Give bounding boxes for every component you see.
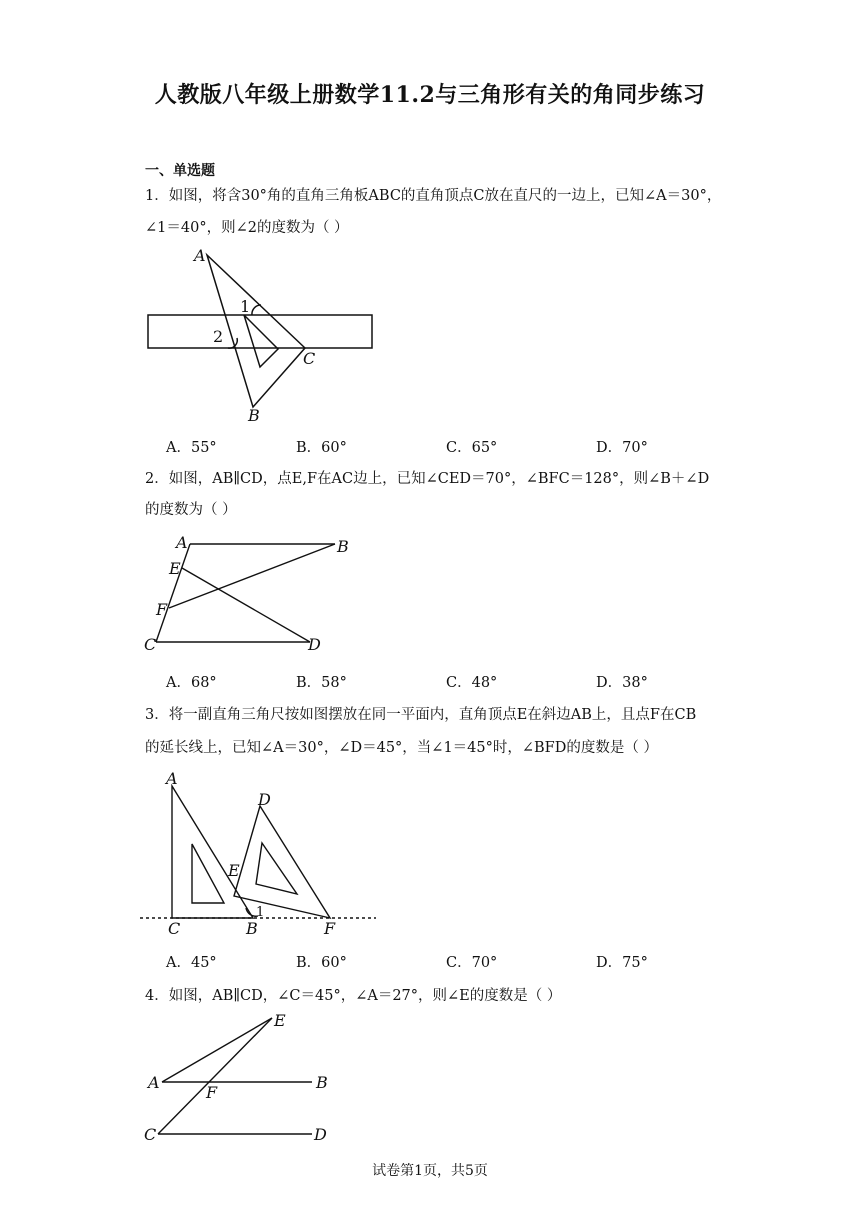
- question-3-figure: [140, 770, 380, 940]
- question-2-option-a[interactable]: A．68°: [166, 675, 217, 691]
- triangle-def-inner: [256, 843, 297, 894]
- question-2-figure: [140, 530, 370, 660]
- triangle-abc-inner: [192, 844, 224, 903]
- label-d: D: [258, 790, 271, 809]
- angle-1-arc: [252, 305, 261, 315]
- triangle-inner: [244, 315, 278, 367]
- label-e: E: [228, 861, 240, 880]
- page-title: 人教版八年级上册数学11.2与三角形有关的角同步练习: [154, 82, 706, 108]
- label-f: F: [206, 1083, 218, 1102]
- label-d: D: [314, 1125, 327, 1144]
- question-1-option-c[interactable]: C．65°: [446, 440, 498, 456]
- label-f: F: [156, 600, 168, 619]
- question-2-option-b[interactable]: B．58°: [296, 675, 347, 691]
- question-3-option-b[interactable]: B．60°: [296, 955, 347, 971]
- question-1-line-1: 1．如图，将含30°角的直角三角板ABC的直角顶点C放在直尺的一边上，已知∠A＝30°，: [145, 188, 722, 204]
- label-angle-2: 2: [213, 327, 224, 346]
- label-e: E: [169, 559, 181, 578]
- label-b: B: [337, 537, 349, 556]
- question-2-option-d[interactable]: D．38°: [596, 675, 648, 691]
- line-ce: [158, 1018, 272, 1134]
- section-heading: 一、单选题: [145, 163, 215, 179]
- label-a: A: [148, 1073, 160, 1092]
- triangle-def-outer: [234, 806, 330, 918]
- question-3-line-2: 的延长线上，已知∠A＝30°，∠D＝45°，当∠1＝45°时，∠BFD的度数是（ ）: [145, 740, 658, 756]
- question-3-option-c[interactable]: C．70°: [446, 955, 498, 971]
- line-fb: [169, 544, 335, 608]
- label-e: E: [274, 1011, 286, 1030]
- label-c: C: [144, 635, 157, 654]
- label-c: C: [144, 1125, 157, 1144]
- question-3-option-a[interactable]: A．45°: [166, 955, 217, 971]
- question-1-option-b[interactable]: B．60°: [296, 440, 347, 456]
- label-b: B: [246, 919, 258, 938]
- question-1-line-2: ∠1＝40°，则∠2的度数为（ ）: [145, 220, 349, 236]
- question-1-figure: [140, 245, 390, 430]
- question-1-option-a[interactable]: A．55°: [166, 440, 217, 456]
- label-d: D: [308, 635, 321, 654]
- question-2-option-c[interactable]: C．48°: [446, 675, 498, 691]
- question-3-option-d[interactable]: D．75°: [596, 955, 648, 971]
- label-c: C: [303, 349, 316, 368]
- label-b: B: [248, 406, 260, 425]
- label-a: A: [194, 246, 206, 265]
- question-4-figure: [140, 1010, 350, 1150]
- question-4-line-1: 4．如图，AB∥CD，∠C＝45°，∠A＝27°，则∠E的度数是（ ）: [145, 988, 562, 1004]
- label-a: A: [176, 533, 188, 552]
- question-1-option-d[interactable]: D．70°: [596, 440, 648, 456]
- label-f: F: [324, 919, 336, 938]
- page-footer: 试卷第1页，共5页: [372, 1163, 488, 1179]
- label-b: B: [316, 1073, 328, 1092]
- question-2-line-1: 2．如图，AB∥CD，点E,F在AC边上，已知∠CED＝70°，∠BFC＝128°，则∠B＋∠D: [145, 471, 710, 487]
- line-ae: [162, 1018, 272, 1082]
- label-angle-1: 1: [240, 297, 251, 316]
- label-angle-1: 1: [256, 905, 265, 920]
- question-2-line-2: 的度数为（ ）: [145, 502, 237, 518]
- label-c: C: [168, 919, 181, 938]
- question-3-line-1: 3．将一副直角三角尺按如图摆放在同一平面内，直角顶点E在斜边AB上，且点F在CB: [145, 707, 697, 723]
- line-ed: [182, 568, 310, 642]
- label-a: A: [166, 769, 178, 788]
